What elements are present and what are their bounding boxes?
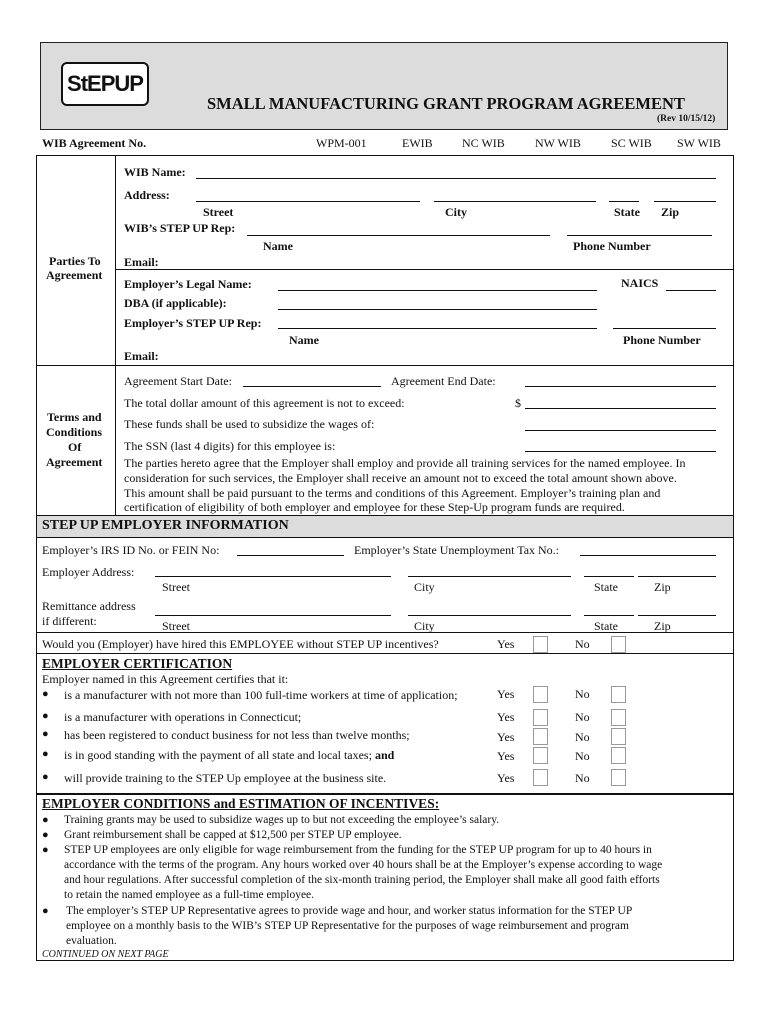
no-label: No [575,771,590,785]
terms-side-label: Of [68,440,82,454]
terms-paragraph: certification of eligibility of both employer and employee for these Step-Up program funds are required. [124,500,625,514]
cert-1-yes-checkbox[interactable] [533,686,548,703]
irs-field[interactable] [237,555,344,556]
remit-state-field[interactable] [584,615,634,616]
total-amount-label: The total dollar amount of this agreement is not to exceed: [124,396,405,410]
state-caption: State [614,205,640,219]
terms-paragraph: The parties hereto agree that the Employer shall employ and provide all training services for the named employee. In [124,456,686,470]
no-label: No [575,749,590,763]
remittance-label: Remittance address [42,599,136,613]
yes-label: Yes [497,771,515,785]
zip-field[interactable] [654,201,716,202]
employer-legal-name-label: Employer’s Legal Name: [124,277,252,291]
dba-field[interactable] [278,309,597,310]
funds-label: These funds shall be used to subsidize the wages of: [124,417,375,431]
divider [733,515,734,960]
start-date-field[interactable] [243,386,381,387]
start-date-label: Agreement Start Date: [124,374,232,388]
street-caption: Street [162,580,190,594]
ui-tax-label: Employer’s State Unemployment Tax No.: [354,543,560,557]
terms-paragraph: This amount shall be paid pursuant to the terms and conditions of this Agreement. Employer’s training plan and [124,486,661,500]
cert-3-no-checkbox[interactable] [611,728,626,745]
bullet-icon: ● [42,748,49,760]
employer-email-label: Email: [124,349,159,363]
dba-label: DBA (if applicable): [124,296,227,310]
terms-side-label: Conditions [46,425,103,439]
employer-rep-phone-field[interactable] [613,328,716,329]
yes-label: Yes [497,730,515,744]
end-date-field[interactable] [525,386,716,387]
employee-name-field[interactable] [525,430,716,431]
certification-item: is a manufacturer with not more than 100 full-time workers at time of application; [64,688,458,702]
parties-side-label: Agreement [46,268,103,282]
employer-state-field[interactable] [584,576,634,577]
wib-name-field[interactable] [196,178,716,179]
certification-heading: EMPLOYER CERTIFICATION [42,656,233,671]
parties-side-label: Parties To [49,254,101,268]
divider [36,515,37,960]
phone-caption: Phone Number [573,239,651,253]
yes-label: Yes [497,749,515,763]
employer-street-field[interactable] [155,576,391,577]
end-date-label: Agreement End Date: [391,374,496,388]
bullet-icon: ● [42,710,49,722]
yes-label: Yes [497,687,515,701]
employer-city-field[interactable] [408,576,571,577]
divider [36,653,734,654]
bullet-icon: ● [42,905,49,917]
phone-caption: Phone Number [623,333,701,347]
conditions-heading: EMPLOYER CONDITIONS and ESTIMATION OF INCENTIVES: [42,796,440,811]
wib-rep-label: WIB’s STEP UP Rep: [124,221,236,235]
wib-option[interactable]: SC WIB [611,136,652,150]
total-amount-field[interactable] [525,408,716,409]
page-title: SMALL MANUFACTURING GRANT PROGRAM AGREEMENT [207,94,685,113]
wib-rep-phone-field[interactable] [567,235,712,236]
terms-side-label: Terms and [47,410,102,424]
cert-4-yes-checkbox[interactable] [533,747,548,764]
cert-2-no-checkbox[interactable] [611,709,626,726]
city-caption: City [414,580,435,594]
condition-item: and hour regulations. After successful completion of the six-month training period, the Employer shall make all good faith efforts [64,874,660,886]
street-caption: Street [203,205,234,219]
cert-5-yes-checkbox[interactable] [533,769,548,786]
wib-email-label: Email: [124,255,159,269]
condition-item: evaluation. [66,935,117,947]
cert-4-no-checkbox[interactable] [611,747,626,764]
hired-yes-checkbox[interactable] [533,636,548,653]
bullet-icon: ● [42,771,49,783]
certification-intro: Employer named in this Agreement certifies that it: [42,672,289,686]
remittance-label: if different: [42,614,97,628]
bullet-icon: ● [42,688,49,700]
employer-address-label: Employer Address: [42,565,135,579]
no-label: No [575,637,590,651]
zip-caption: Zip [654,580,671,594]
certification-item: has been registered to conduct business for not less than twelve months; [64,728,410,742]
divider [115,269,733,270]
certification-item: will provide training to the STEP Up employee at the business site. [64,771,387,785]
wib-option[interactable]: NW WIB [535,136,581,150]
certification-item-text: is in good standing with the payment of all state and local taxes; [64,748,372,762]
certification-item [64,748,394,763]
wib-agreement-label: WIB Agreement No. [42,136,147,150]
remit-zip-field[interactable] [638,615,716,616]
divider [36,793,734,795]
employer-info-heading: STEP UP EMPLOYER INFORMATION [42,518,289,533]
employer-zip-field[interactable] [638,576,716,577]
hired-no-checkbox[interactable] [611,636,626,653]
employer-rep-label: Employer’s STEP UP Rep: [124,316,262,330]
employer-rep-name-field[interactable] [278,328,597,329]
divider [36,365,734,366]
stepup-logo [61,62,149,106]
street-field[interactable] [196,201,420,202]
ssn-label: The SSN (last 4 digits) for this employee is: [124,439,336,453]
remit-street-field[interactable] [155,615,391,616]
cert-5-no-checkbox[interactable] [611,769,626,786]
dollar-sign: $ [515,396,521,410]
wib-option[interactable]: WPM-001 [316,136,367,150]
irs-label: Employer’s IRS ID No. or FEIN No: [42,543,220,557]
divider [36,960,734,961]
no-label: No [575,730,590,744]
no-label: No [575,687,590,701]
name-caption: Name [289,333,319,347]
condition-item: accordance with the terms of the program. Any hours worked over 40 hours shall be at the Employer’s expense according to wage [64,859,663,871]
bullet-icon: ● [42,829,49,841]
terms-side-label: Agreement [46,455,103,469]
divider [36,155,37,515]
naics-field[interactable] [666,290,716,291]
and-word: and [374,748,395,762]
yes-label: Yes [497,710,515,724]
city-caption: City [414,619,435,633]
divider [733,155,734,515]
state-caption: State [594,619,618,633]
logo-text: StEPUP [67,71,143,96]
bullet-icon: ● [42,814,49,826]
state-caption: State [594,580,618,594]
address-label: Address: [124,188,170,202]
employer-legal-name-field[interactable] [278,290,597,291]
divider [115,155,116,515]
street-caption: Street [162,619,190,633]
terms-paragraph: consideration for such services, the Employer shall receive an amount not to exceed the total amount shown above. [124,471,677,485]
condition-item: Grant reimbursement shall be capped at $12,500 per STEP UP employee. [64,829,402,841]
condition-item: The employer’s STEP UP Representative agrees to provide wage and hour, and worker status information for the STEP UP [66,905,633,917]
condition-item: STEP UP employees are only eligible for wage reimbursement from the funding for the STEP UP program for up to 40 hours in [64,844,652,856]
ssn-field[interactable] [525,451,716,452]
city-caption: City [445,205,467,219]
yes-label: Yes [497,637,515,651]
wib-rep-name-field[interactable] [247,235,550,236]
wib-option[interactable]: NC WIB [462,136,505,150]
zip-caption: Zip [654,619,671,633]
divider [36,632,734,633]
wib-name-label: WIB Name: [124,165,186,179]
wib-option[interactable]: SW WIB [677,136,721,150]
cert-2-yes-checkbox[interactable] [533,709,548,726]
revision-label: (Rev 10/15/12) [657,114,716,124]
zip-caption: Zip [661,205,680,219]
city-field[interactable] [434,201,596,202]
name-caption: Name [263,239,293,253]
continued-note: CONTINUED ON NEXT PAGE [42,949,169,960]
bullet-icon: ● [42,844,49,856]
certification-item: is a manufacturer with operations in Connecticut; [64,710,302,724]
bullet-icon: ● [42,728,49,740]
divider [36,155,734,156]
cert-1-no-checkbox[interactable] [611,686,626,703]
condition-item: employee on a monthly basis to the WIB’s STEP UP Representative for the purposes of wage reimbursement and program [66,920,629,932]
cert-3-yes-checkbox[interactable] [533,728,548,745]
ui-tax-field[interactable] [580,555,716,556]
no-label: No [575,710,590,724]
naics-label: NAICS [621,276,659,290]
condition-item: Training grants may be used to subsidize wages up to but not exceeding the employee’s salary. [64,814,500,826]
wib-option[interactable]: EWIB [402,136,433,150]
state-field[interactable] [609,201,639,202]
hired-question: Would you (Employer) have hired this EMPLOYEE without STEP UP incentives? [42,637,439,651]
remit-city-field[interactable] [408,615,571,616]
condition-item: to retain the named employee as a full-time employee. [64,889,315,901]
